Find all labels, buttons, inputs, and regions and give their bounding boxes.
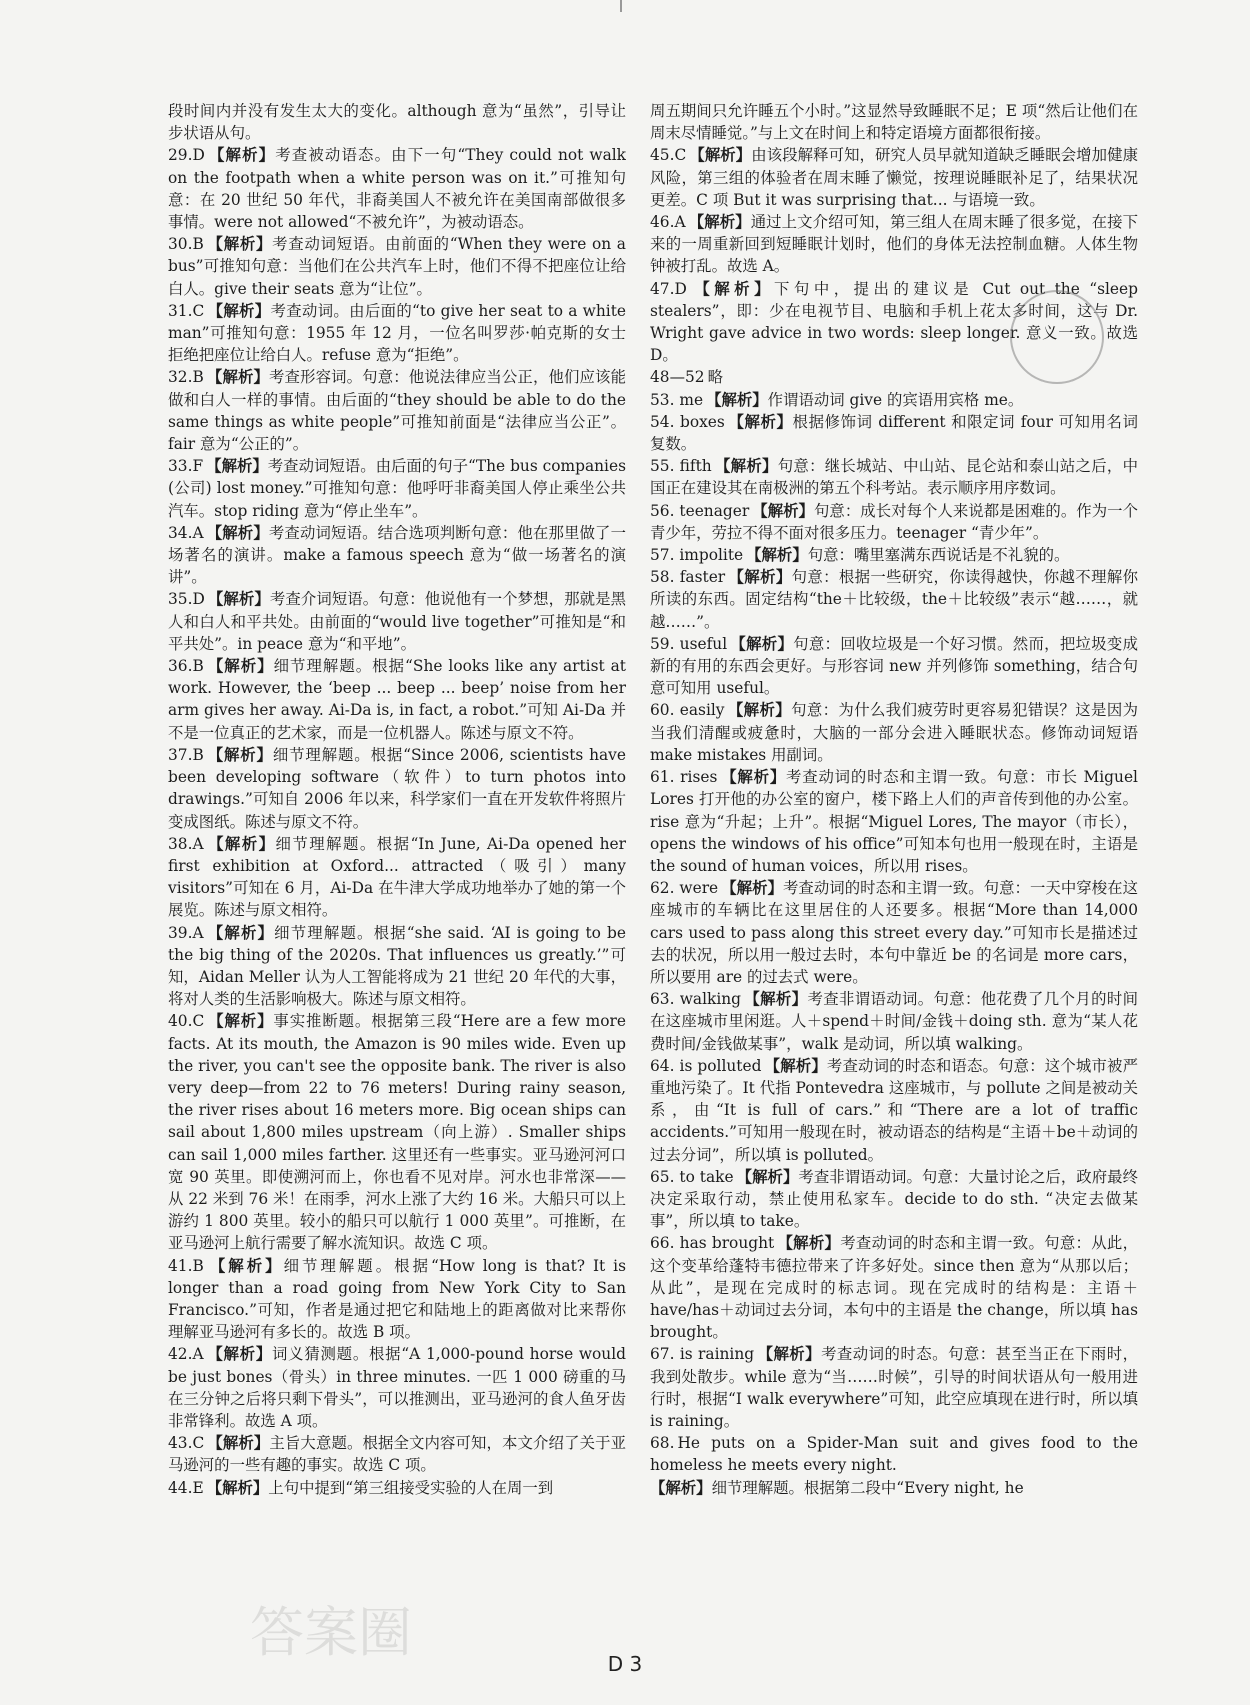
answer-text: 句意：成长对每个人来说都是困难的。作为一个青少年，劳拉不得不面对很多压力。teenager “青少年”。 xyxy=(650,501,1138,542)
answer-number: 56. teenager xyxy=(650,501,750,520)
answer-entry xyxy=(168,1432,626,1476)
analysis-tag: 【解析】 xyxy=(757,1345,822,1364)
answer-text: 考查动词的时态和主谓一致。句意：一天中穿梭在这座城市的车辆比在这里居住的人还要多。根据“More than 14,000 cars used to pass along this street every day.”可知市长是描述过去的状况，所以用一般过去时，本句中靠近 be 的名词是 more cars，所以要用 are 的过去式 were。 xyxy=(650,879,1138,986)
answer-entry xyxy=(650,1432,1138,1476)
answer-number: 66. has brought xyxy=(650,1234,775,1253)
answer-text: 考查动词的时态和语态。句意：这个城市被严重地污染了。It 代指 Pontevedra 这座城市，与 pollute 之间是被动关系，由“It is full of cars.”和“There are a lot of traffic accidents.”可知用一般现在时，被动语态的结构是“主语＋be＋动词的过去分词”，所以填 is polluted。 xyxy=(650,1056,1138,1164)
answer-number: 64. is polluted xyxy=(650,1056,762,1075)
answer-text: 细节理解题。根据第二段中“Every night, he xyxy=(711,1478,1024,1497)
answer-entry xyxy=(650,100,1138,144)
answer-number: 41.B xyxy=(168,1256,204,1275)
answer-text: 考查动词的时态和主谓一致。句意：市长 Miguel Lores 打开他的办公室的窗户，楼下路上人们的声音传到他的办公室。rise 意为“升起；上升”。根据“Miguel Lores, The mayor（市长），opens the windows of his office”可知本句也用一般现在时，主语是 the sound of human voices，所以用 rises。 xyxy=(650,768,1138,875)
answer-entry xyxy=(650,633,1138,700)
answer-entry xyxy=(168,922,626,1011)
answer-entry xyxy=(650,411,1138,455)
answer-text: 句意：根据一些研究，你读得越快，你越不理解你所读的东西。固定结构“the＋比较级，the＋比较级”表示“越……，就越……”。 xyxy=(650,568,1138,631)
answer-entry xyxy=(168,455,626,522)
answer-text: 作谓语动词 give 的宾语用宾格 me。 xyxy=(767,390,1024,409)
answer-number: 30.B xyxy=(168,235,204,254)
answer-entry xyxy=(650,144,1138,211)
answer-entry xyxy=(650,877,1138,988)
analysis-tag: 【解析】 xyxy=(206,1478,269,1497)
analysis-tag: 【解析】 xyxy=(207,1434,270,1453)
answer-text: 细节理解题。根据“How long is that? It is longer than a road going from New York City to San Francisco.”可知，作者是通过把它和陆地上的距离做对比来帮你理解亚马逊河有多长的。故选 B 项。 xyxy=(168,1256,626,1342)
analysis-tag: 【解析】 xyxy=(730,634,794,653)
analysis-tag: 【解析】 xyxy=(714,457,778,476)
watermark: 答案圈 xyxy=(250,1601,412,1664)
answer-number: 36.B xyxy=(168,657,204,676)
answer-number: 60. easily xyxy=(650,701,725,720)
answer-entry xyxy=(650,389,1138,411)
answer-number: 47.D xyxy=(650,279,687,298)
analysis-tag: 【解析】 xyxy=(206,657,274,676)
answer-text: 细节理解题。根据“she said. ‘AI is going to be the big thing of the 2020s. That influences us greatly.’”可知，Aidan Meller 认为人工智能将成为 21 世纪 20 年代的大事，将对人类的生活影响极大。陈述与原文相符。 xyxy=(168,923,626,1009)
answer-text: 细节理解题。根据“She looks like any artist at work. However, the ‘beep ... beep ... beep’ noise from her arm gives her away. Ai-Da is, in fact, a robot.”可知 Ai-Da 并不是一位真正的艺术家，而是一位机器人。陈述与原文不符。 xyxy=(168,657,626,742)
analysis-tag: 【解析】 xyxy=(746,546,808,565)
answer-entry xyxy=(168,522,626,589)
answer-number: 40.C xyxy=(168,1012,205,1031)
answer-entry xyxy=(650,1166,1138,1233)
analysis-tag: 【解析】 xyxy=(206,368,270,387)
answer-number: 68. xyxy=(650,1434,675,1453)
analysis-tag: 【解析】 xyxy=(689,279,774,298)
answer-text: 考查形容词。句意：他说法律应当公正，他们应该能做和白人一样的事情。由后面的“they should be able to do the same things as white people”可推知前面是“法律应当公正”。fair 意为“公正的”。 xyxy=(168,368,626,454)
answer-text: 略 xyxy=(707,368,723,387)
answer-text: 考查动词。由后面的“to give her seat to a white man”可推知句意：1955 年 12 月，一位名叫罗莎·帕克斯的女士拒绝把座位让给白人。refuse 意为“拒绝”。 xyxy=(168,301,626,365)
answer-text: 考查被动语态。由下一句“They could not walk on the footpath when a white person was on it.”可推知句意：在 20 世纪 50 年代，非裔美国人不被允许在美国南部做很多事情。were not allowed“不被允许”，为被动语态。 xyxy=(168,146,626,232)
answer-text: 段时间内并没有发生太大的变化。although 意为“虽然”，引导让步状语从句。 xyxy=(168,102,626,143)
answer-number: 53. me xyxy=(650,390,704,409)
answer-entry xyxy=(168,833,626,922)
answer-entry xyxy=(650,1477,1138,1499)
answer-text: 考查介词短语。句意：他说他有一个梦想，那就是黑人和白人和平共处。由前面的“would live together”可推知是“和平共处”。in peace 意为“和平地”。 xyxy=(168,590,626,653)
answer-text: 上句中提到“第三组接受实验的人在周一到 xyxy=(268,1478,554,1497)
answer-text: 考查非谓语动词。句意：大量讨论之后，政府最终决定采取行动，禁止使用私家车。decide to do sth. “决定去做某事”，所以填 to take。 xyxy=(650,1167,1138,1231)
analysis-tag: 【解析】 xyxy=(206,834,276,853)
answer-number: 43.C xyxy=(168,1434,205,1453)
answer-entry xyxy=(650,1055,1138,1166)
answer-number: 35.D xyxy=(168,590,205,609)
answer-number: 38.A xyxy=(168,834,204,853)
answer-entry xyxy=(168,300,626,367)
answer-text: 下句中，提出的建议是 Cut out the “sleep stealers”，即：少在电视节目、电脑和手机上花太多时间，这与 Dr. Wright gave advice in two words: sleep longer. 意义一致。故选 D。 xyxy=(650,279,1138,365)
answer-number: 48—52 xyxy=(650,368,705,387)
analysis-tag: 【解析】 xyxy=(764,1056,827,1075)
answer-number: 57. impolite xyxy=(650,546,744,565)
answer-number: 37.B xyxy=(168,745,204,764)
answer-number: 54. boxes xyxy=(650,412,725,431)
answer-entry xyxy=(650,1232,1138,1343)
answer-text: 考查动词的时态和主谓一致。句意：从此，这个变革给蓬特韦德拉带来了许多好处。since then 意为“从那以后；从此”，是现在完成时的标志词。现在完成时的结构是：主语＋have/has＋动词过去分词，本句中的主语是 the change，所以填 has brought。 xyxy=(650,1234,1138,1342)
answer-text: 考查非谓语动词。句意：他花费了几个月的时间在这座城市里闲逛。人＋spend＋时间/金钱＋doing sth. 意为“某人花费时间/金钱做某事”，walk 是动词，所以填 walking。 xyxy=(650,990,1138,1053)
analysis-tag: 【解析】 xyxy=(744,990,808,1009)
answer-entry xyxy=(168,100,626,144)
answer-entry xyxy=(168,1255,626,1344)
analysis-tag: 【解析】 xyxy=(688,213,751,232)
answer-number: 67. is raining xyxy=(650,1345,755,1364)
answer-text: 考查动词短语。结合选项判断句意：他在那里做了一场著名的演讲。make a famous speech 意为“做一场著名的演讲”。 xyxy=(168,523,626,587)
answer-text: 句意：为什么我们疲劳时更容易犯错误？这是因为当我们清醒或疲惫时，大脑的一部分会进入睡眠状态。修饰动词短语 make mistakes 用副词。 xyxy=(650,701,1138,764)
answer-number: 39.A xyxy=(168,923,204,942)
answer-number: 32.B xyxy=(168,368,204,387)
analysis-tag: 【解析】 xyxy=(206,457,268,476)
analysis-tag: 【解析】 xyxy=(207,590,270,609)
answer-number: 65. to take xyxy=(650,1167,734,1186)
answer-number: 46.A xyxy=(650,213,686,232)
answer-number: 63. walking xyxy=(650,990,742,1009)
answer-number: 34.A xyxy=(168,523,204,542)
answer-text: 细节理解题。根据“In June, Ai-Da opened her first exhibition at Oxford... attracted（吸引）many visitors”可知在 6 月，Ai-Da 在牛津大学成功地举办了她的第一个展览。陈述与原文相符。 xyxy=(168,834,626,920)
answer-text: 由该段解释可知，研究人员早就知道缺乏睡眠会增加健康风险，第三组的体验者在周末睡了懒觉，按理说睡眠补足了，结果状况更差。C 项 But it was surprising that... 与语境一致。 xyxy=(650,146,1138,209)
answer-number: 55. fifth xyxy=(650,457,712,476)
analysis-tag: 【解析】 xyxy=(728,568,792,587)
answer-text: 词义猜测题。根据“A 1,000-pound horse would be just bones（骨头）in three minutes. 一匹 1 000 磅重的马在三分钟之后将只剩下骨头”，可以推测出，亚马逊河的食人鱼牙齿非常锋利。故选 A 项。 xyxy=(168,1345,626,1430)
answer-number: 31.C xyxy=(168,301,205,320)
analysis-tag: 【解析】 xyxy=(207,301,271,320)
analysis-tag: 【解析】 xyxy=(721,879,783,898)
answer-entry xyxy=(650,566,1138,633)
answer-text: 通过上文介绍可知，第三组人在周末睡了很多觉，在接下来的一周重新回到短睡眠计划时，他们的身体无法控制血糖。人体生物钟被打乱。故选 A。 xyxy=(650,213,1138,276)
analysis-tag: 【解析】 xyxy=(727,701,792,720)
stamp-seal xyxy=(1010,290,1104,384)
answer-entry xyxy=(168,1343,626,1432)
answer-text: 考查动词短语。由前面的“When they were on a bus”可推知句意：当他们在公共汽车上时，他们不得不把座位让给白人。give their seats 意为“让位”。 xyxy=(168,235,626,298)
page-number: D 3 xyxy=(607,1652,643,1676)
analysis-tag: 【解析】 xyxy=(207,1012,274,1031)
answer-entry xyxy=(168,1477,626,1499)
answer-entry xyxy=(650,500,1138,544)
analysis-tag: 【解析】 xyxy=(206,923,275,942)
analysis-tag: 【解析】 xyxy=(207,146,276,165)
analysis-tag: 【解析】 xyxy=(206,235,273,254)
answer-entry xyxy=(650,1343,1138,1432)
answer-entry xyxy=(650,455,1138,499)
answer-entry xyxy=(650,544,1138,566)
answer-text: 句意：嘴里塞满东西说话是不礼貌的。 xyxy=(807,546,1070,565)
answer-number: 61. rises xyxy=(650,768,718,787)
answer-number: 59. useful xyxy=(650,634,728,653)
answer-number: 33.F xyxy=(168,457,204,476)
answer-text: 根据修饰词 different 和限定词 four 可知用名词复数。 xyxy=(650,412,1138,454)
answer-number: 58. faster xyxy=(650,568,726,587)
answer-entry xyxy=(168,588,626,655)
answer-entry xyxy=(650,766,1138,877)
answer-entry xyxy=(650,988,1138,1055)
analysis-tag: 【解析】 xyxy=(206,523,269,542)
top-center-mark xyxy=(620,0,622,12)
analysis-tag: 【解析】 xyxy=(777,1234,841,1253)
answer-entry xyxy=(168,1010,626,1254)
answer-entry xyxy=(650,699,1138,766)
analysis-tag: 【解析】 xyxy=(206,1256,284,1275)
answer-text: 考查动词短语。由后面的句子“The bus companies (公司) lost money.”可推知句意：他呼吁非裔美国人停止乘坐公共汽车。stop riding 意为“停止坐车”。 xyxy=(168,457,626,520)
analysis-tag: 【解析】 xyxy=(689,146,752,165)
answer-number: 45.C xyxy=(650,146,687,165)
analysis-tag: 【解析】 xyxy=(206,745,273,764)
answer-text: He puts on a Spider-Man suit and gives food to the homeless he meets every night. xyxy=(650,1434,1138,1475)
answer-text: 周五期间只允许睡五个小时。”这显然导致睡眠不足；E 项“然后让他们在周末尽情睡觉。”与上文在时间上和特定语境方面都很衔接。 xyxy=(650,102,1138,143)
answer-text: 句意：继长城站、中山站、昆仑站和泰山站之后，中国正在建设其在南极洲的第五个科考站。表示顺序用序数词。 xyxy=(650,457,1138,498)
analysis-tag: 【解析】 xyxy=(752,501,814,520)
answer-text: 事实推断题。根据第三段“Here are a few more facts. At its mouth, the Amazon is 90 miles wide. Even up the river, you can't see the opposite bank. The river is also very deep—from 22 to 76 meters! During rainy season, the river rises about 16 meters more. Big ocean ships can sail about 1,800 miles upstream（向上游）. Smaller ships can sail 1,000 miles farther. 这里还有一些事实。亚马逊河河口宽 90 英里。即使溯河而上，你也看不见对岸。河水也非常深——从 22 米到 76 米！在雨季，河水上涨了大约 16 米。大船只可以上游约 1 800 英里。较小的船只可以航行 1 000 英里”。可推断，在亚马逊河上航行需要了解水流知识。故选 C 项。 xyxy=(168,1012,626,1253)
analysis-tag: 【解析】 xyxy=(720,768,787,787)
answer-entry xyxy=(168,366,626,455)
analysis-tag: 【解析】 xyxy=(650,1478,712,1497)
analysis-tag: 【解析】 xyxy=(706,390,768,409)
left-column xyxy=(168,100,626,1635)
answer-number: 29.D xyxy=(168,146,205,165)
analysis-tag: 【解析】 xyxy=(206,1345,273,1364)
answer-text: 细节理解题。根据“Since 2006, scientists have been developing software（软件）to turn photos into drawings.”可知自 2006 年以来，科学家们一直在开发软件将照片变成图纸。陈述与原文不符。 xyxy=(168,745,626,831)
answer-text: 句意：回收垃圾是一个好习惯。然而，把垃圾变成新的有用的东西会更好。与形容词 new 并列修饰 something，结合句意可知用 useful。 xyxy=(650,634,1138,698)
answer-entry xyxy=(168,144,626,233)
answer-text: 主旨大意题。根据全文内容可知，本文介绍了关于亚马逊河的一些有趣的事实。故选 C 项。 xyxy=(168,1434,626,1475)
answer-number: 44.E xyxy=(168,1478,204,1497)
answer-text: 考查动词的时态。句意：甚至当正在下雨时，我到处散步。while 意为“当……时候”，引导的时间状语从句一般用进行时，根据“I walk everywhere”可知，此空应填现在进行时，所以填 is raining。 xyxy=(650,1345,1138,1430)
answer-number: 42.A xyxy=(168,1345,204,1364)
analysis-tag: 【解析】 xyxy=(736,1167,799,1186)
answer-entry xyxy=(650,211,1138,278)
answer-entry xyxy=(168,655,626,744)
analysis-tag: 【解析】 xyxy=(727,412,793,431)
answer-number: 62. were xyxy=(650,879,719,898)
answer-entry xyxy=(168,744,626,833)
answer-entry xyxy=(168,233,626,300)
